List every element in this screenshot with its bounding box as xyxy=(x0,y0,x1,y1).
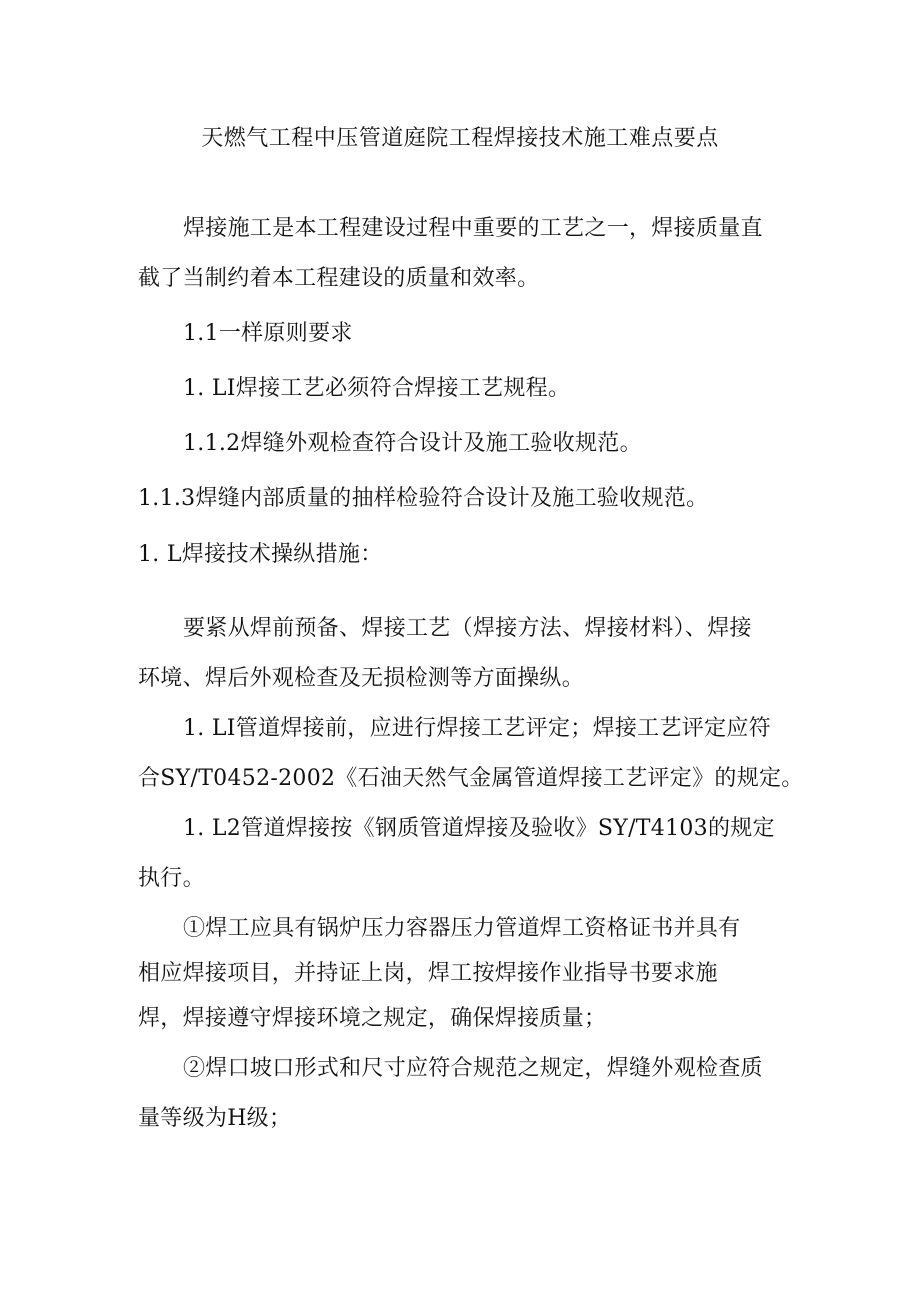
list-item-line: ①焊工应具有锅炉压力容器压力管道焊工资格证书并具有 xyxy=(183,916,741,941)
paragraph-line: 1.1.3焊缝内部质量的抽样检验符合设计及施工验收规范。 xyxy=(138,486,709,511)
paragraph-line: 焊接施工是本工程建设过程中重要的工艺之一，焊接质量直 xyxy=(183,216,763,241)
section-heading: 1. L焊接技术操纵措施： xyxy=(138,542,383,567)
paragraph-line: 1.1.2焊缝外观检查符合设计及施工验收规范。 xyxy=(183,431,642,456)
paragraph-line: 1. LI焊接工艺必须符合焊接工艺规程。 xyxy=(183,376,571,401)
paragraph-line: 环境、焊后外观检查及无损检测等方面操纵。 xyxy=(138,666,585,691)
paragraph-line: 执行。 xyxy=(138,866,205,891)
paragraph-line: 要紧从焊前预备、焊接工艺（焊接方法、焊接材料）、焊接 xyxy=(183,616,752,641)
paragraph-line: 截了当制约着本工程建设的质量和效率。 xyxy=(138,266,540,291)
document-title: 天燃气工程中压管道庭院工程焊接技术施工难点要点 xyxy=(201,126,719,151)
section-heading: 1.1一样原则要求 xyxy=(183,321,353,346)
paragraph-line: 1. LI管道焊接前，应进行焊接工艺评定；焊接工艺评定应符 xyxy=(183,716,771,741)
list-item-line: ②焊口坡口形式和尺寸应符合规范之规定，焊缝外观检查质 xyxy=(183,1056,763,1081)
paragraph-line: 合SY/T0452-2002《石油天然气金属管道焊接工艺评定》的规定。 xyxy=(138,766,804,791)
list-item-line: 相应焊接项目，并持证上岗，焊工按焊接作业指导书要求施 xyxy=(138,961,718,986)
list-item-line: 量等级为H级； xyxy=(138,1106,292,1131)
paragraph-line: 1. L2管道焊接按《钢质管道焊接及验收》SY/T4103的规定 xyxy=(183,816,775,841)
list-item-line: 焊，焊接遵守焊接环境之规定，确保焊接质量； xyxy=(138,1006,607,1031)
